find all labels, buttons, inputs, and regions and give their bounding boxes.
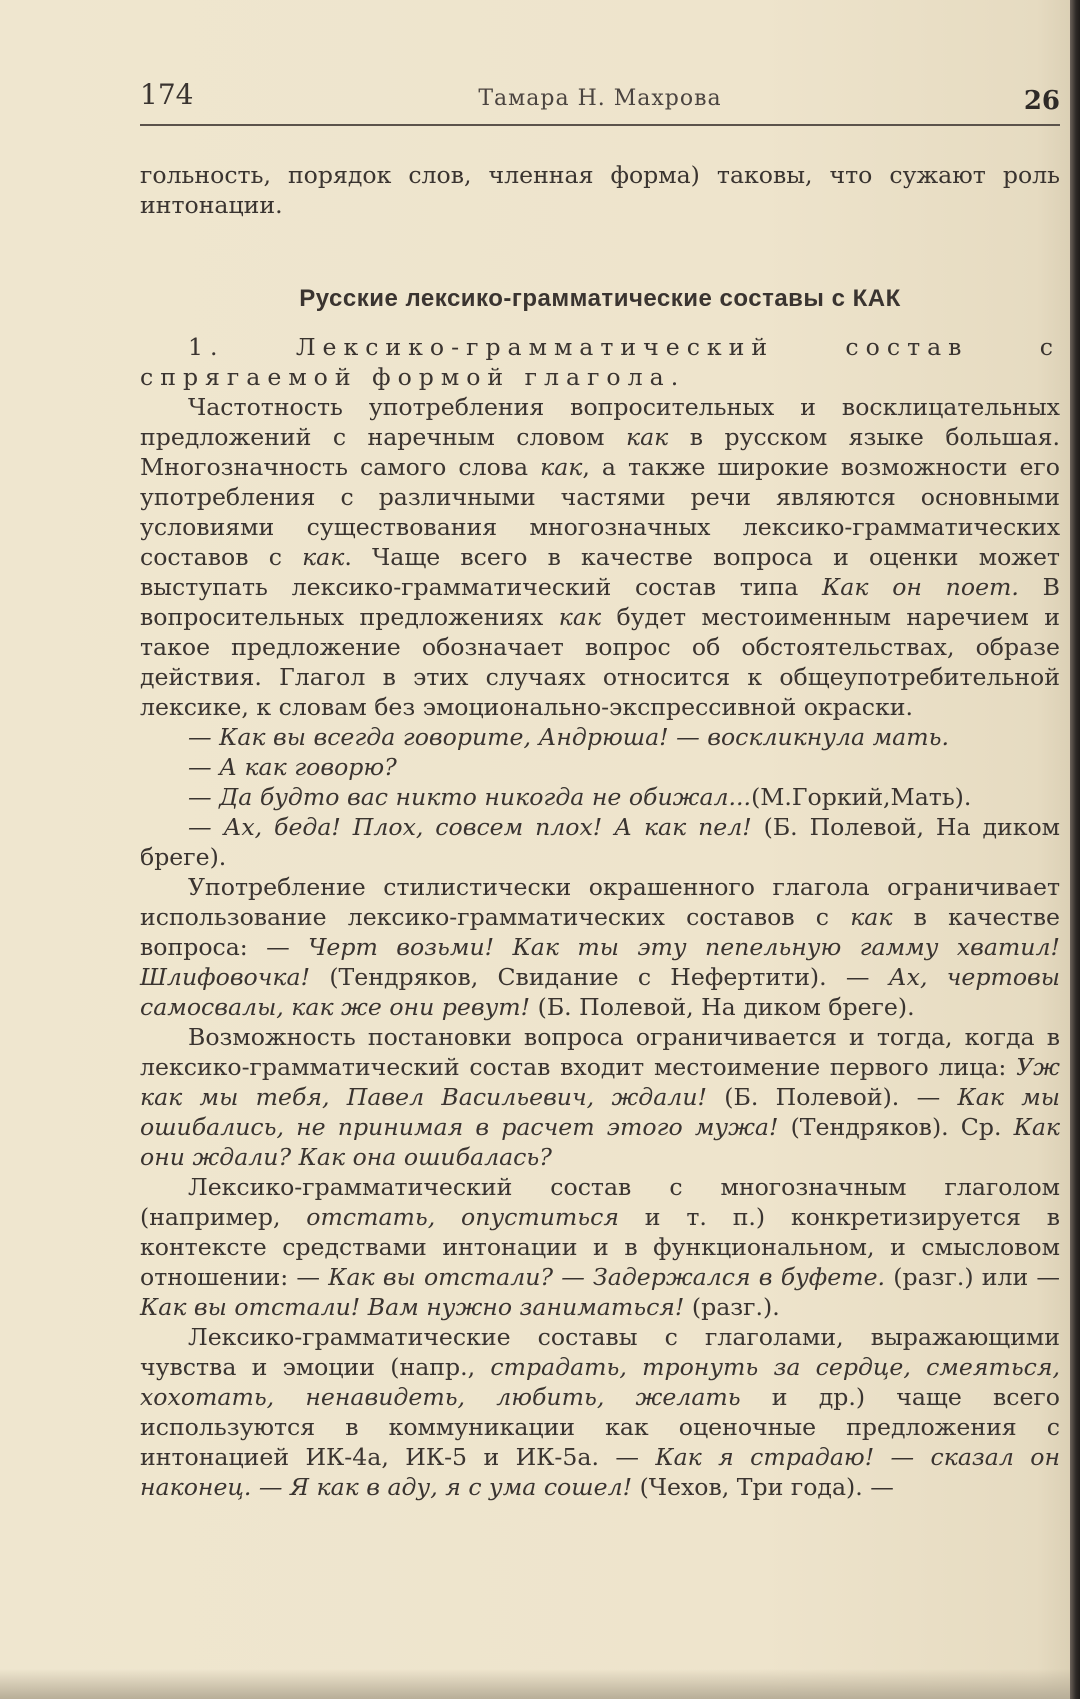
paragraph-continued: гольность, порядок слов, членная форма) таковы, что сужают роль интонации. (140, 161, 1060, 219)
page-header (140, 78, 1060, 126)
paragraph: Употребление стилистически окрашенного глагола ограничивает использование лексико-грамматических составов с как в качестве вопроса: — Черт возьми! Как ты эту пепельную гамму хватил! Шлифовочка! (Тендряков, Свидание с Нефертити). — Ах, чертовы самосвалы, как же они ревут! (Б. Полевой, На диком бреге). (140, 873, 1061, 1021)
running-head: Тамара Н. Махрова (478, 86, 722, 111)
dialog-line: — Ах, беда! Плох, совсем плох! А как пел! (Б. Полевой, На диком бреге). (140, 813, 1060, 871)
header-edge-mark: 26 (1023, 86, 1060, 116)
page-body (140, 160, 1060, 1502)
dialog-line: — А как говорю? (188, 753, 397, 781)
subheading: 1. Лексико-грамматический состав с спрягаемой формой глагола. (140, 333, 1060, 391)
paragraph: Возможность постановки вопроса ограничивается и тогда, когда в лексико-грамматический состав входит местоимение первого лица: Уж как мы тебя, Павел Васильевич, ждали! (Б. Полевой). — Как мы ошибались, не принимая в расчет этого мужа! (Тендряков). Ср. Как они ждали? Как она ошибалась? (140, 1023, 1060, 1171)
page-number: 174 (140, 78, 194, 111)
page-bottom-shadow (0, 1669, 1080, 1699)
section-title: Русские лексико-грамматические составы с КАК (299, 285, 901, 312)
book-spine-edge (1070, 0, 1080, 1699)
paragraph: Лексико-грамматические составы с глаголами, выражающими чувства и эмоции (напр., страдать, тронуть за сердце, смеяться, хохотать, ненавидеть, любить, желать и др.) чаще всего используются в коммуникации как оценочные предложения с интонацией ИК-4а, ИК-5 и ИК-5а. — Как я страдаю! — сказал он наконец. — Я как в аду, я с ума сошел! (Чехов, Три года). — (140, 1323, 1061, 1501)
paragraph: Лексико-грамматический состав с многозначным глаголом (например, отстать, опуститься и т. п.) конкретизируется в контексте средствами интонации и в функциональном, и смысловом отношении: — Как вы отстали? — Задержался в буфете. (разг.) или — Как вы отстали! Вам нужно заниматься! (разг.). (140, 1173, 1061, 1321)
dialog-line: — Да будто вас никто никогда не обижал...(М.Горкий,Мать). (188, 783, 972, 811)
dialog-line: — Как вы всегда говорите, Андрюша! — воскликнула мать. (188, 723, 949, 751)
paragraph: Частотность употребления вопросительных и восклицательных предложений с наречным словом как в русском языке большая. Многозначность самого слова как, а также широкие возможности его употребления с различными частями речи являются основными условиями существования многозначных лексико-грамматических составов с как. Чаще всего в качестве вопроса и оценки может выступать лексико-грамматический состав типа Как он поет. В вопросительных предложениях как будет местоименным наречием и такое предложение обозначает вопрос об обстоятельствах, образе действия. Глагол в этих случаях относится к общеупотребительной лексике, к словам без эмоционально-экспрессивной окраски. (140, 393, 1061, 721)
